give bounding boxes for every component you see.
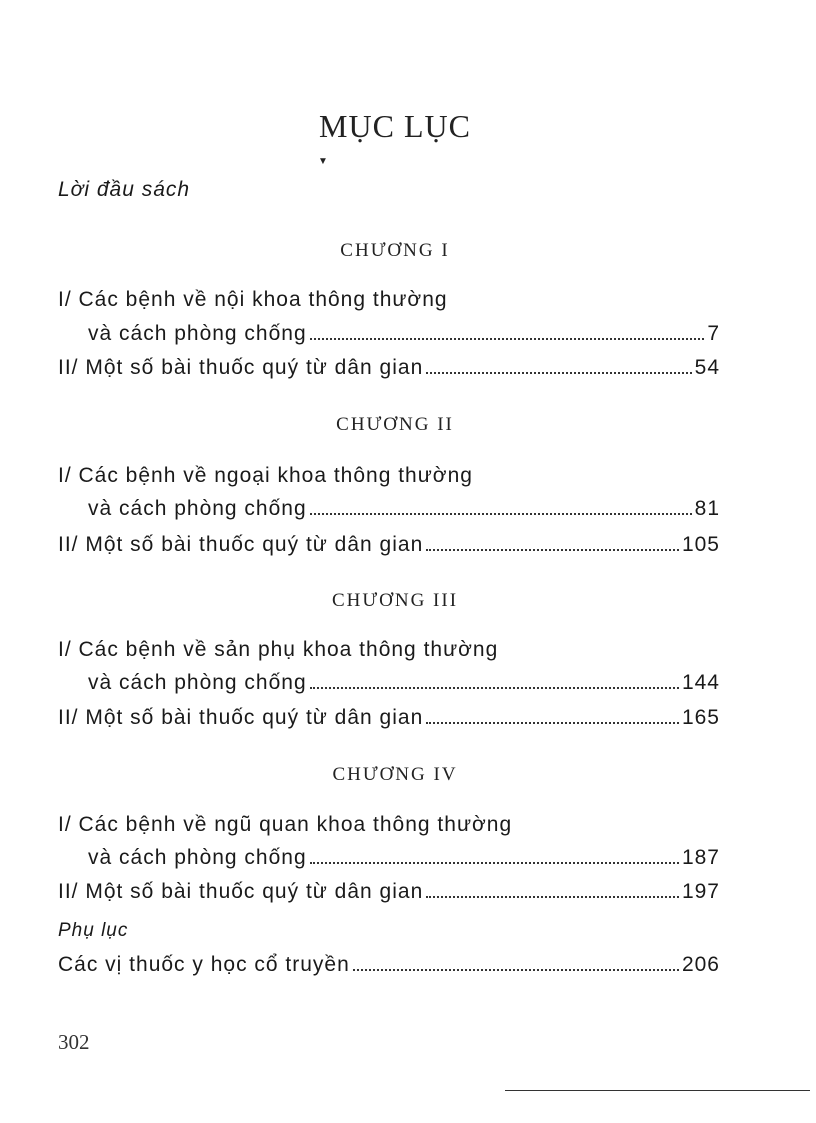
leader-dots <box>310 338 705 340</box>
bottom-rule <box>505 1090 810 1091</box>
leader-dots <box>353 969 679 971</box>
toc-entry-label: và cách phòng chống <box>88 497 307 520</box>
chapter-1-entry-1-line1: I/ Các bệnh về nội khoa thông thường <box>58 288 448 311</box>
leader-dots <box>426 896 679 898</box>
leader-dots <box>426 372 691 374</box>
toc-entry-page: 165 <box>681 706 720 729</box>
toc-entry-label: và cách phòng chống <box>88 846 307 869</box>
ink-mark: ▼ <box>318 156 328 167</box>
page-title: MỤC LỤC <box>319 108 471 144</box>
chapter-2-entry-1-line1: I/ Các bệnh về ngoại khoa thông thường <box>58 464 473 487</box>
toc-entry <box>88 846 720 870</box>
page-number: 302 <box>58 1030 90 1054</box>
toc-entry-label: II/ Một số bài thuốc quý từ dân gian <box>58 880 424 903</box>
chapter-3-entry-1-line1: I/ Các bệnh về sản phụ khoa thông thường <box>58 638 499 661</box>
toc-entry-label: và cách phòng chống <box>88 671 307 694</box>
toc-entry <box>88 497 720 521</box>
chapter-4-heading: CHƯƠNG IV <box>332 764 458 785</box>
toc-entry <box>58 880 720 904</box>
toc-entry <box>58 706 720 730</box>
toc-entry <box>58 356 720 380</box>
toc-entry-page: 187 <box>681 846 720 869</box>
toc-entry-page: 206 <box>681 953 720 976</box>
leader-dots <box>426 722 679 724</box>
toc-entry-label: II/ Một số bài thuốc quý từ dân gian <box>58 533 424 556</box>
toc-entry-page: 144 <box>681 671 720 694</box>
toc-entry-page: 54 <box>694 356 720 379</box>
toc-entry-label: II/ Một số bài thuốc quý từ dân gian <box>58 356 424 379</box>
toc-entry-page: 197 <box>681 880 720 903</box>
leader-dots <box>310 862 679 864</box>
preface-label: Lời đầu sách <box>58 178 191 201</box>
leader-dots <box>426 549 679 551</box>
chapter-2-heading: CHƯƠNG II <box>336 414 454 435</box>
toc-entry-label: II/ Một số bài thuốc quý từ dân gian <box>58 706 424 729</box>
toc-entry <box>88 322 720 346</box>
toc-entry-label: và cách phòng chống <box>88 322 307 345</box>
leader-dots <box>310 687 679 689</box>
appendix-heading: Phụ lục <box>58 920 129 941</box>
toc-entry <box>58 953 720 977</box>
toc-entry <box>58 533 720 557</box>
toc-entry-page: 7 <box>707 322 720 345</box>
chapter-1-heading: CHƯƠNG I <box>340 240 450 261</box>
toc-entry <box>88 671 720 695</box>
toc-entry-page: 105 <box>681 533 720 556</box>
chapter-4-entry-1-line1: I/ Các bệnh về ngũ quan khoa thông thường <box>58 813 513 836</box>
leader-dots <box>310 513 692 515</box>
toc-entry-label: Các vị thuốc y học cổ truyền <box>58 953 350 976</box>
toc-entry-page: 81 <box>694 497 720 520</box>
chapter-3-heading: CHƯƠNG III <box>331 590 459 611</box>
